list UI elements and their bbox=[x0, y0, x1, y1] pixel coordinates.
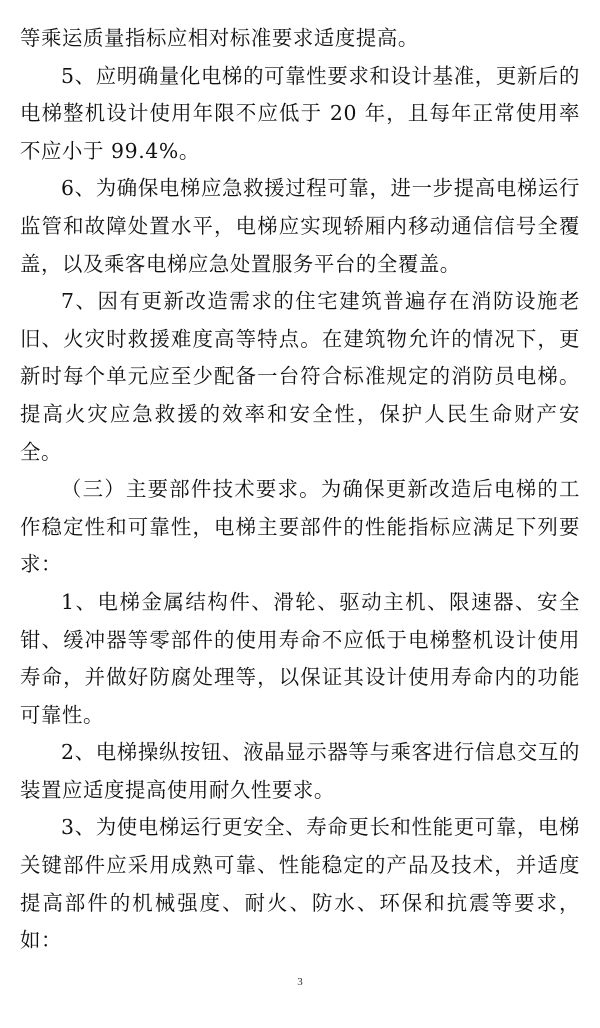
page-number: 3 bbox=[297, 976, 303, 988]
section-heading-paragraph: （三）主要部件技术要求。为确保更新改造后电梯的工作稳定性和可靠性，电梯主要部件的性能指标应满足下列要求： bbox=[20, 477, 580, 577]
paragraph-sub-item-3: 3、为使电梯运行更安全、寿命更长和性能更可靠，电梯关键部件应采用成熟可靠、性能稳定的产品及技术，并适度提高部件的机械强度、耐火、防水、环保和抗震等要求，如： bbox=[20, 815, 580, 953]
paragraph-item-6: 6、为确保电梯应急救援过程可靠，进一步提高电梯运行监管和故障处置水平，电梯应实现轿厢内移动通信信号全覆盖，以及乘客电梯应急处置服务平台的全覆盖。 bbox=[20, 176, 580, 276]
paragraph-item-5: 5、应明确量化电梯的可靠性要求和设计基准，更新后的电梯整机设计使用年限不应低于 20 年，且每年正常使用率不应小于 99.4%。 bbox=[20, 63, 580, 163]
paragraph-sub-item-1: 1、电梯金属结构件、滑轮、驱动主机、限速器、安全钳、缓冲器等零部件的使用寿命不应低于电梯整机设计使用寿命，并做好防腐处理等，以保证其设计使用寿命内的功能可靠性。 bbox=[20, 589, 580, 727]
paragraph-continuation: 等乘运质量指标应相对标准要求适度提高。 bbox=[20, 26, 419, 50]
document-body bbox=[20, 20, 580, 960]
paragraph-sub-item-2: 2、电梯操纵按钮、液晶显示器等与乘客进行信息交互的装置应适度提高使用耐久性要求。 bbox=[20, 740, 580, 802]
paragraph-item-7: 7、因有更新改造需求的住宅建筑普遍存在消防设施老旧、火灾时救援难度高等特点。在建筑物允许的情况下，更新时每个单元应至少配备一台符合标准规定的消防员电梯。提高火灾应急救援的效率和安全性，保护人民生命财产安全。 bbox=[20, 289, 580, 464]
